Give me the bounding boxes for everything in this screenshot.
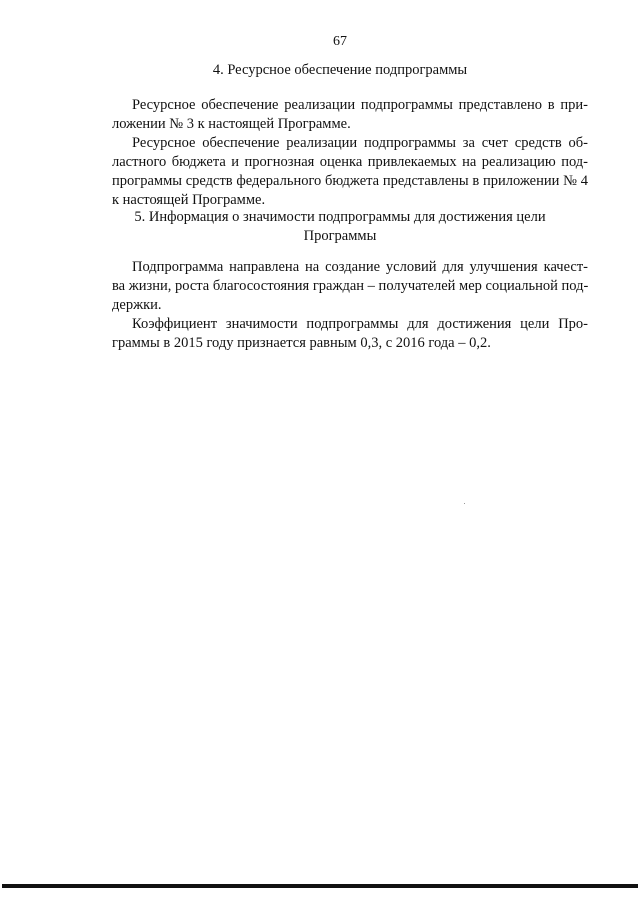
text-line: ложении № 3 к настоящей Программе. <box>112 116 351 132</box>
page-number: 67 <box>333 34 347 49</box>
bottom-scan-border <box>2 884 638 888</box>
text-line: программы средств федерального бюджета представлены в приложении № 4 <box>112 173 588 189</box>
section-4-body <box>112 96 588 210</box>
section-4-heading: 4. Ресурсное обеспечение подпрограммы <box>212 62 468 78</box>
text-line: ва жизни, роста благосостояния граждан – получателей мер социальной под- <box>112 278 589 294</box>
section-5-heading-line-2: Программы <box>303 228 377 244</box>
text-line: ластного бюджета и прогнозная оценка привлекаемых на реализацию под- <box>112 154 588 170</box>
section-5-heading <box>0 208 640 246</box>
text-line: держки. <box>112 297 162 313</box>
text-line: Подпрограмма направлена на создание условий для улучшения качест- <box>132 259 588 275</box>
text-line: Коэффициент значимости подпрограммы для достижения цели Про- <box>132 316 588 332</box>
text-line: Ресурсное обеспечение реализации подпрограммы за счет средств об- <box>132 135 588 151</box>
section-5-body <box>112 258 588 353</box>
scan-speck <box>464 503 465 504</box>
section-4-paragraph-1 <box>112 96 588 134</box>
section-5-paragraph-2 <box>112 315 588 353</box>
text-line: граммы в 2015 году признается равным 0,3, с 2016 года – 0,2. <box>112 335 491 351</box>
section-5-heading-line-1: 5. Информация о значимости подпрограммы для достижения цели <box>134 209 546 225</box>
text-line: к настоящей Программе. <box>112 192 266 208</box>
section-4-paragraph-2 <box>112 134 588 210</box>
text-line: Ресурсное обеспечение реализации подпрограммы представлено в при- <box>132 97 588 113</box>
section-5-paragraph-1 <box>112 258 588 315</box>
